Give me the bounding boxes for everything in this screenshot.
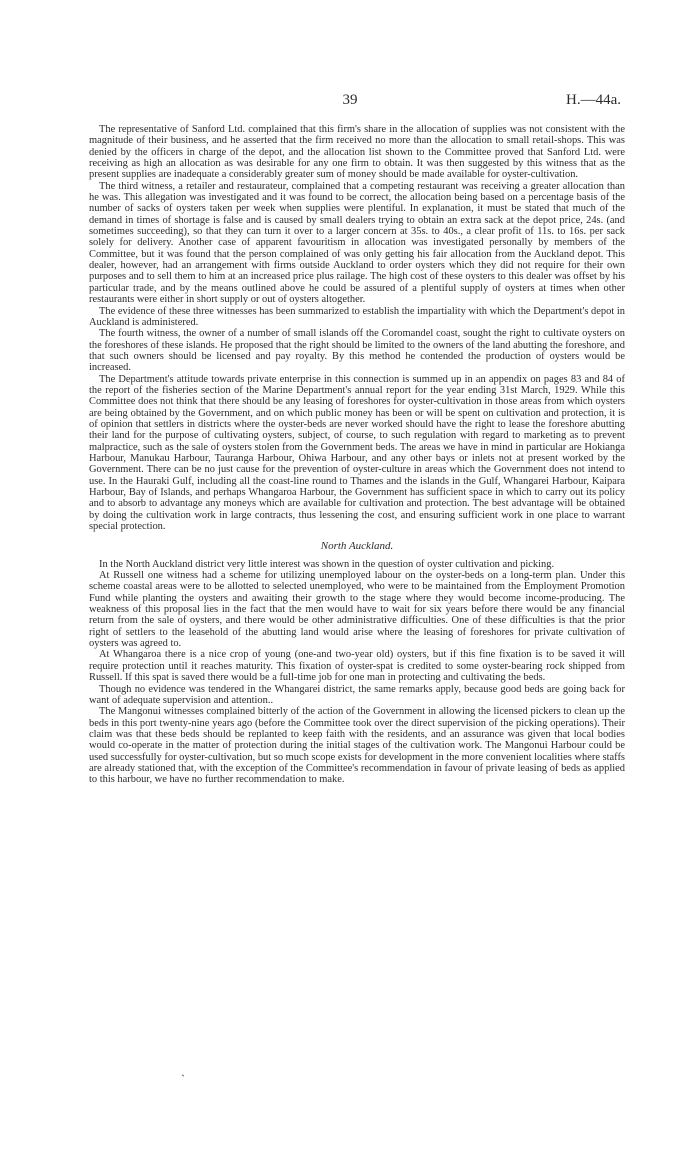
paragraph-third-witness: The third witness, a retailer and restaurateur, complained that a competing restaurant was receiving a greater allocation than he was. This allegation was investigated and it was found to be correct, the allocation being based on a percentage basis of the number of sacks of oysters taken per week when supplies were plentiful. In explanation, it must be stated that much of the demand in times of shortage is false and is caused by small dealers trying to obtain an extra sack at the depot price, 24s. (and sometimes succeeding), so that they can turn it over to a larger concern at 35s. to 40s., a clear profit of 11s. to 16s. per sack solely for delivery. Another case of apparent favouritism in allocation was investigated personally by members of the Committee, but it was found that the person complained of was only getting his fair allocation from the Auckland depot. This dealer, however, had an arrangement with firms outside Auckland to order oysters which they did not require for their own purposes and to sell them to him at an increased price plus railage. The high cost of these oysters to this dealer was offset by his particular trade, and by the means outlined above he could be assured of a plentiful supply of oysters at times when other restaurants were either in short supply or out of oysters altogether. [89, 180, 625, 306]
page-number: 39 [342, 92, 358, 108]
paragraph-department-attitude: The Department's attitude towards private enterprise in this connection is summed up in an appendix on pages 83 and 84 of the report of the fisheries section of the Marine Department's annual report for the year ending 31st March, 1929. While this Committee does not think that there should be any leasing of foreshores for oyster-cultivation in those areas from which oysters are being obtained by the Government, and on which public money has been or will be spent on cultivation and protection, it is of opinion that settlers in districts where the oyster-beds are never worked should have the right to lease the foreshore abutting their land for the purpose of cultivating oysters, subject, of course, to such regulation with regard to marketing as to prevent malpractice, such as the sale of oysters stolen from the Government beds. The areas we have in mind in particular are Hokianga Harbour, Manukau Harbour, Tauranga Harbour, Ohiwa Harbour, and any other bays or inlets not at present worked by the Government. There can be no just cause for the prevention of oyster-culture in areas which the Government does not intend to use. In the Hauraki Gulf, including all the coast-line round to Thames and the islands in the Gulf, Whangarei Harbour, Kaipara Harbour, Bay of Islands, and perhaps Whangaroa Harbour, the Government has sufficient space in which to carry out its policy and to absorb to advantage any moneys which are available for cultivation and protection. The best advantage will be obtained by doing the cultivation work in large contracts, thus lessening the cost, and ensuring sufficient work in one place to warrant special protection. [89, 373, 625, 533]
paragraph-fourth-witness: The fourth witness, the owner of a number of small islands off the Coromandel coast, sought the right to cultivate oysters on the foreshores of these islands. He proposed that the right should be limited to the owners of the land abutting the foreshore, and that such owners should be licensed and pay royalty. By this method he contended the production of oysters would be increased. [89, 328, 625, 374]
paragraph-whangaroa: At Whangaroa there is a nice crop of young (one-and two-year old) oysters, but if this fine fixation is to be saved it will require protection until it reaches maturity. This fixation of oyster-spat is credited to some oyster-bearing rock shipped from Russell. If this spat is saved there would be a full-time job for one man in protecting and cultivating the beds. [89, 649, 625, 684]
paragraph-sanford: The representative of Sanford Ltd. complained that this firm's share in the allocation of supplies was not consistent with the magnitude of their business, and he asserted that the firm received no more than the allocation to small retail-shops. This was denied by the officers in charge of the depot, and the allocation list shown to the Committee proved that Sanford Ltd. were receiving as high an allocation as was desirable for any one firm to obtain. It was then suggested by this witness that as the present supplies are inadequate a considerably greater sum of money should be made available for oyster-cultivation. [89, 124, 625, 181]
paragraph-north-auckland-intro: In the North Auckland district very little interest was shown in the question of oyster cultivation and picking. [99, 558, 555, 570]
report-body [89, 124, 625, 786]
paragraph-evidence-summary: The evidence of these three witnesses has been summarized to establish the impartiality with which the Department's depot in Auckland is administered. [89, 305, 625, 328]
paragraph-mangonui: The Mangonui witnesses complained bitterly of the action of the Government in allowing the licensed pickers to clean up the beds in this port twenty-nine years ago (before the Committee took over the direct supervision of the picking operations). Their claim was that these beds should be replanted to keep faith with the residents, and an assurance was given that local bodies would co-operate in the matter of protection during the initial stages of the cultivation work. The Mangonui Harbour could be used successfully for oyster-cultivation, but so much scope exists for development in the more convenient localities where staffs are already stationed that, with the exception of the Committee's recommendation in favour of private leasing of beds as applied to this harbour, we have no further recommendation to make. [89, 706, 625, 786]
document-reference: H.—44a. [566, 92, 621, 108]
section-heading-north-auckland: North Auckland. [320, 540, 394, 553]
stray-print-mark: ˎ [181, 1063, 185, 1077]
paragraph-russell: At Russell one witness had a scheme for utilizing unemployed labour on the oyster-beds on a long-term plan. Under this scheme coastal areas were to be allotted to selected unemployed, who were to be maintained from the Employment Promotion Fund while planting the oysters and awaiting their growth to the stage where they would become income-producing. The weakness of this proposal lies in the fact that the men would have to wait for six years before there would be any financial return from the sale of oysters, and there would be other administrative difficulties. One of these difficulties is that the prior right of settlers to the leasehold of the abutting land would arise where the leasing of foreshores for private cultivation of oysters was agreed to. [89, 570, 625, 650]
paragraph-whangarei: Though no evidence was tendered in the Whangarei district, the same remarks apply, because good beds are going back for want of adequate supervision and attention.. [89, 683, 625, 706]
